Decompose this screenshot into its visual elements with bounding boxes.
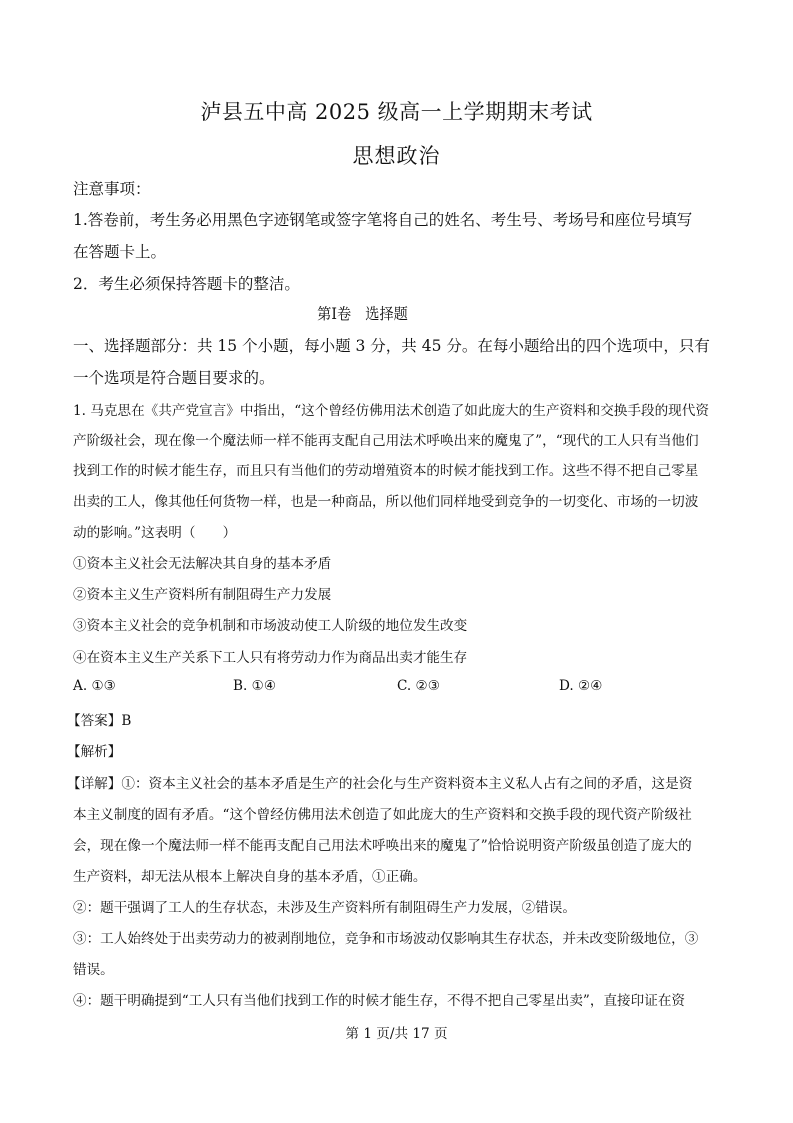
statement-2: ②资本主义生产资料所有制阻碍生产力发展 [73,587,332,603]
question-1-stem-line: 1. 马克思在《共产党宣言》中指出，“这个曾经仿佛用法术创造了如此庞大的生产资料和交换手段的现代资 [73,403,709,419]
detail-line: 本主义制度的固有矛盾。“这个曾经仿佛用法术创造了如此庞大的生产资料和交换手段的现代资产阶级社 [73,807,692,823]
answer-label: 【答案】B [67,713,132,729]
notice-item-2: 2．考生必须保持答题卡的整洁。 [73,275,300,293]
detail-line: 错误。 [73,962,114,978]
detail-line: ③：工人始终处于出卖劳动力的被剥削地位，竞争和市场波动仅影响其生存状态，并未改变阶级地位，③ [73,931,699,947]
exam-title: 泸县五中高 2025 级高一上学期期末考试 [200,100,593,124]
statement-4: ④在资本主义生产关系下工人只有将劳动力作为商品出卖才能生存 [73,650,468,666]
question-1-stem-line: 动的影响。”这表明（ ） [73,525,237,541]
statement-1: ①资本主义社会无法解决其自身的基本矛盾 [73,556,332,572]
detail-line: 生产资料，却无法从根本上解决自身的基本矛盾，①正确。 [73,869,427,885]
option-a: A. ①③ [73,678,116,694]
section-heading: 第Ⅰ卷 选择题 [317,305,408,323]
option-d: D. ②④ [559,678,603,694]
question-1-stem-line: 找到工作的时候才能生存，而且只有当他们的劳动增殖资本的时候才能找到工作。这些不得不把自己零星 [73,463,699,479]
section-intro-line-1: 一、选择题部分：共 15 个小题，每小题 3 分，共 45 分。在每小题给出的四个选项中，只有 [73,337,710,355]
notice-heading: 注意事项： [73,180,151,198]
option-c: C. ②③ [397,678,440,694]
question-1-stem-line: 产阶级社会，现在像一个魔法师一样不能再支配自己用法术呼唤出来的魔鬼了”，“现代的工人只有当他们 [73,433,699,449]
statement-3: ③资本主义社会的竞争机制和市场波动使工人阶级的地位发生改变 [73,618,468,634]
detail-line: 会，现在像一个魔法师一样不能再支配自己用法术呼唤出来的魔鬼了”恰恰说明资产阶级虽创造了庞大的 [73,838,692,854]
detail-line: ②：题干强调了工人的生存状态，未涉及生产资料所有制阻碍生产力发展，②错误。 [73,900,576,916]
notice-item-1-line-1: 1.答卷前，考生务必用黑色字迹钢笔或签字笔将自己的姓名、考生号、考场号和座位号填写 [73,211,693,229]
notice-item-1-line-2: 在答题卡上。 [73,243,167,261]
question-1-stem-line: 出卖的工人，像其他任何货物一样，也是一种商品，所以他们同样地受到竞争的一切变化、市场的一切波 [73,494,699,510]
option-b: B. ①④ [233,678,277,694]
exam-subject: 思想政治 [352,144,441,168]
section-intro-line-2: 一个选项是符合题目要求的。 [73,369,275,387]
detail-line: ④：题干明确提到“工人只有当他们找到工作的时候才能生存，不得不把自己零星出卖”，直接印证在资 [73,993,686,1009]
page-number: 第 1 页/共 17 页 [345,1026,448,1042]
detail-line: 【详解】①：资本主义社会的基本矛盾是生产的社会化与生产资料资本主义私人占有之间的矛盾，这是资 [67,776,693,792]
analysis-label: 【解析】 [67,744,122,760]
